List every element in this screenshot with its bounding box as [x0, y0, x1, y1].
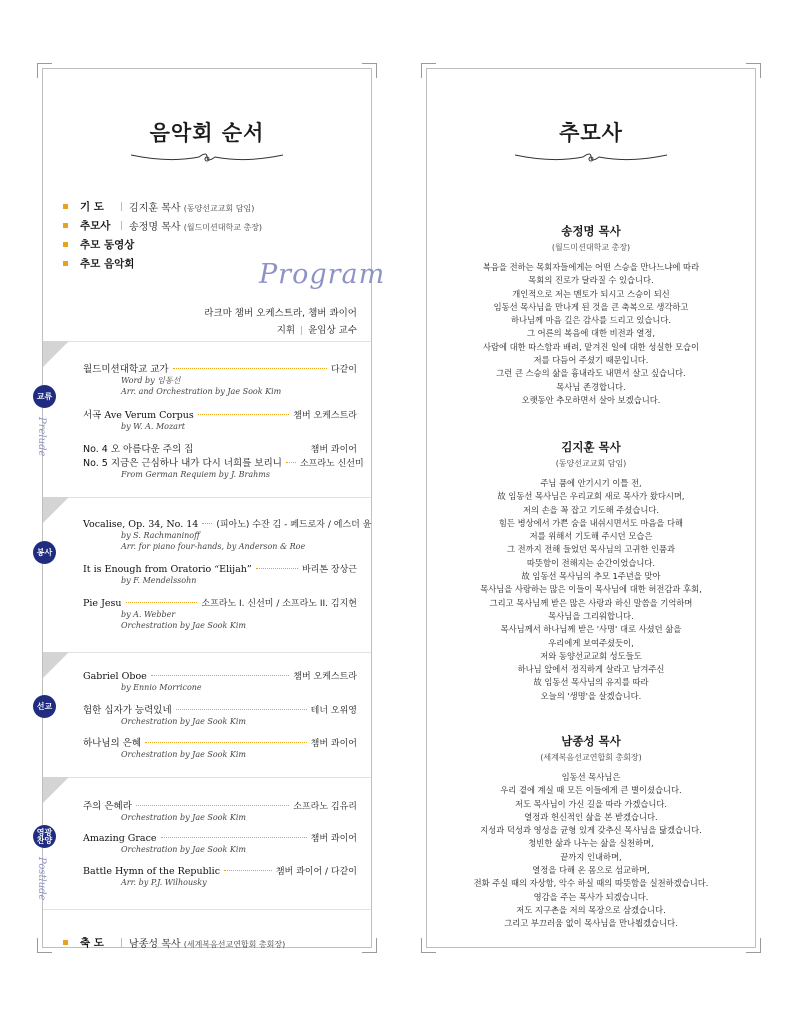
flourish-ornament	[129, 149, 285, 165]
program-item: Battle Hymn of the Republic 챔버 콰이어 / 다같이 Arr. by P.J. Wilhousky	[83, 866, 357, 887]
speaker-text: 임동선 목사님은 우리 곁에 계실 때 모든 이들에게 큰 별이셨습니다. 저도 목사님이 가신 길을 따라 가겠습니다. 열정과 헌신적인 삶을 본 받겠습니다. 지성과 덕성과 영성을 균형 있게 갖추신 목사님을 닮겠습니다. 청빈한 삶과 나누는 삶을 실천하며, 끝까지 인내하며, 열정을 다해 온 몸으로 섬교하며, 전화 주실 때의 자상함, 악수 하실 때의 따뜻함을 실천하겠습니다. 영감을 주는 목사가 되겠습니다. 저도 지구촌을 저의 목장으로 삼겠습니다. 그리고 부끄러움 없이 목사님을 만나뵙겠습니다.	[473, 772, 709, 929]
program-item: No. 4 오 아름다운 주의 집 챔버 콰이어	[83, 444, 357, 455]
program-item: Pie Jesu 소프라노 I. 신선미 / 소프라노 II. 김지현 by A. Webber Orchestration by Jae Sook Kim	[83, 598, 357, 630]
section-script-label: Prelude	[36, 417, 47, 457]
flourish-ornament	[513, 149, 669, 165]
page-fold-icon	[43, 341, 69, 367]
speaker-name: 김지훈 목사	[561, 440, 621, 454]
order-item-prayer: 기 도 | 김지훈 목사 (동양선교교회 담임)	[63, 199, 254, 214]
section-divider	[43, 497, 371, 498]
program-script-heading: Program	[259, 259, 386, 290]
program-item: Gabriel Oboe 챔버 오케스트라 by Ennio Morricone	[83, 671, 357, 692]
page-fold-icon	[43, 652, 69, 678]
speaker-block	[427, 733, 755, 931]
speaker-text: 주님 품에 안기시기 이틀 전, 故 임동선 목사님은 우리교회 새로 목사가 왔다시며, 저의 손을 꼭 잡고 기도해 주셨습니다. 힘든 병상에서 가쁜 숨을 내쉬시면서도 마음을 다해 저를 위해서 기도해 주시던 모습은 그 전까지 전해 들었던 목사님의 고귀한 인품과 따뜻함이 전해지는 순간이었습니다. 故 임동선 목사님의 추모 1주년을 맞아 목사님을 사랑하는 많은 이들이 목사님에 대한 허전감과 후회, 그리고 목사님께 받은 많은 사랑과 하신 말씀을 기억하며 목사님을 그리워합니다. 목사님께서 하나님께 받은 '사명' 대로 사셨던 삶을 우리에게 보여주셨듯이, 저와 동양선교교회 성도들도 하나님 앞에서 정직하게 살라고 남겨주신 故 임동선 목사님의 유지를 따라 오늘의 '생명'을 살겠습니다.	[480, 478, 702, 701]
program-item: Amazing Grace 챔버 콰이어 Orchestration by Jae Sook Kim	[83, 833, 357, 854]
page-fold-icon	[43, 777, 69, 803]
program-item: It is Enough from Oratorio “Elijah” 바리톤 장상근 by F. Mendelssohn	[83, 564, 357, 585]
corner-ornament	[37, 63, 52, 78]
section-divider	[43, 341, 371, 342]
memorial-panel	[426, 68, 756, 948]
speaker-name: 송정명 목사	[561, 224, 621, 238]
section-circle-badge: 교류	[33, 385, 56, 408]
program-item: 험한 십자가 능력있네 테너 오위영 Orchestration by Jae Sook Kim	[83, 705, 357, 726]
speaker-block	[427, 439, 755, 703]
corner-ornament	[746, 63, 761, 78]
corner-ornament	[421, 938, 436, 953]
section-circle-badge: 선교	[33, 695, 56, 718]
page-fold-icon	[43, 497, 69, 523]
corner-ornament	[746, 938, 761, 953]
bullet-icon	[63, 242, 68, 247]
speaker-block	[427, 223, 755, 407]
bullet-icon	[63, 204, 68, 209]
section-circle-badge: 영광 찬양	[33, 825, 56, 848]
corner-ornament	[362, 63, 377, 78]
program-panel	[36, 68, 386, 950]
section-divider	[43, 652, 371, 653]
ensemble-line: 라크마 챔버 오케스트라, 챔버 콰이어	[204, 308, 357, 319]
conductor-line: 지휘 | 윤임상 교수	[276, 325, 357, 336]
speaker-affiliation: (동양선교교회 담임)	[555, 459, 627, 468]
corner-ornament	[421, 63, 436, 78]
section-script-label: Postlude	[36, 857, 47, 901]
bullet-icon	[63, 261, 68, 266]
program-title: 음악회 순서	[149, 121, 265, 145]
corner-ornament	[37, 938, 52, 953]
order-item-memorial-concert: 추모 음악회	[63, 256, 134, 271]
section-circle-badge: 봉사	[33, 541, 56, 564]
program-item: 하나님의 은혜 챔버 콰이어 Orchestration by Jae Sook Kim	[83, 738, 357, 759]
speaker-affiliation: (세계복음선교연합회 총회장)	[540, 753, 642, 762]
speaker-name: 남종성 목사	[561, 734, 621, 748]
speaker-text: 복음을 전하는 목회자들에게는 어떤 스승을 만나느냐에 따라 목회의 진로가 달라질 수 있습니다. 개인적으로 저는 멘토가 되시고 스승이 되신 임동선 목사님을 만나게 된 것을 큰 축복으로 생각하고 하나님께 마음 깊은 감사를 드리고 있습니다. 그 어른의 복음에 대한 비전과 열정, 사람에 대한 따스함과 배려, 맡겨진 일에 대한 성실한 모습이 저를 다듬어 주셨기 때문입니다. 그런 큰 스승의 삶을 흉내라도 내면서 살고 싶습니다. 목사님 존경합니다. 오랫동안 추모하면서 살아 보겠습니다.	[482, 262, 700, 405]
memorial-title: 추모사	[559, 121, 623, 145]
section-divider	[43, 777, 371, 778]
bullet-icon	[63, 223, 68, 228]
program-item: 월드미션대학교 교가 다같이 Word by 임동선 Arr. and Orchestration by Jae Sook Kim	[83, 364, 357, 396]
bullet-icon	[63, 940, 68, 945]
order-item-memorial-address: 추모사 | 송정명 목사 (월드미션대학교 총장)	[63, 218, 262, 233]
order-item-memorial-video: 추모 동영상	[63, 237, 134, 252]
speaker-affiliation: (월드미션대학교 총장)	[551, 243, 631, 252]
program-item: Vocalise, Op. 34, No. 14 (피아노) 수잔 김 - 페드로자 / 에스더 윤 by S. Rachmaninoff Arr. for piano four-hands, by Anderson & Roe	[83, 519, 372, 551]
program-item: No. 5 지금은 근심하나 내가 다시 너희를 보리니 소프라노 신선미 From German Requiem by J. Brahms	[83, 458, 364, 479]
program-item: 서곡 Ave Verum Corpus 챔버 오케스트라 by W. A. Mozart	[83, 410, 357, 431]
corner-ornament	[362, 938, 377, 953]
program-item: 주의 은혜라 소프라노 김유리 Orchestration by Jae Sook Kim	[83, 801, 357, 822]
order-item-benediction: 축 도 | 남종성 목사 (세계복음선교연합회 총회장)	[63, 935, 285, 950]
section-divider	[43, 909, 371, 910]
